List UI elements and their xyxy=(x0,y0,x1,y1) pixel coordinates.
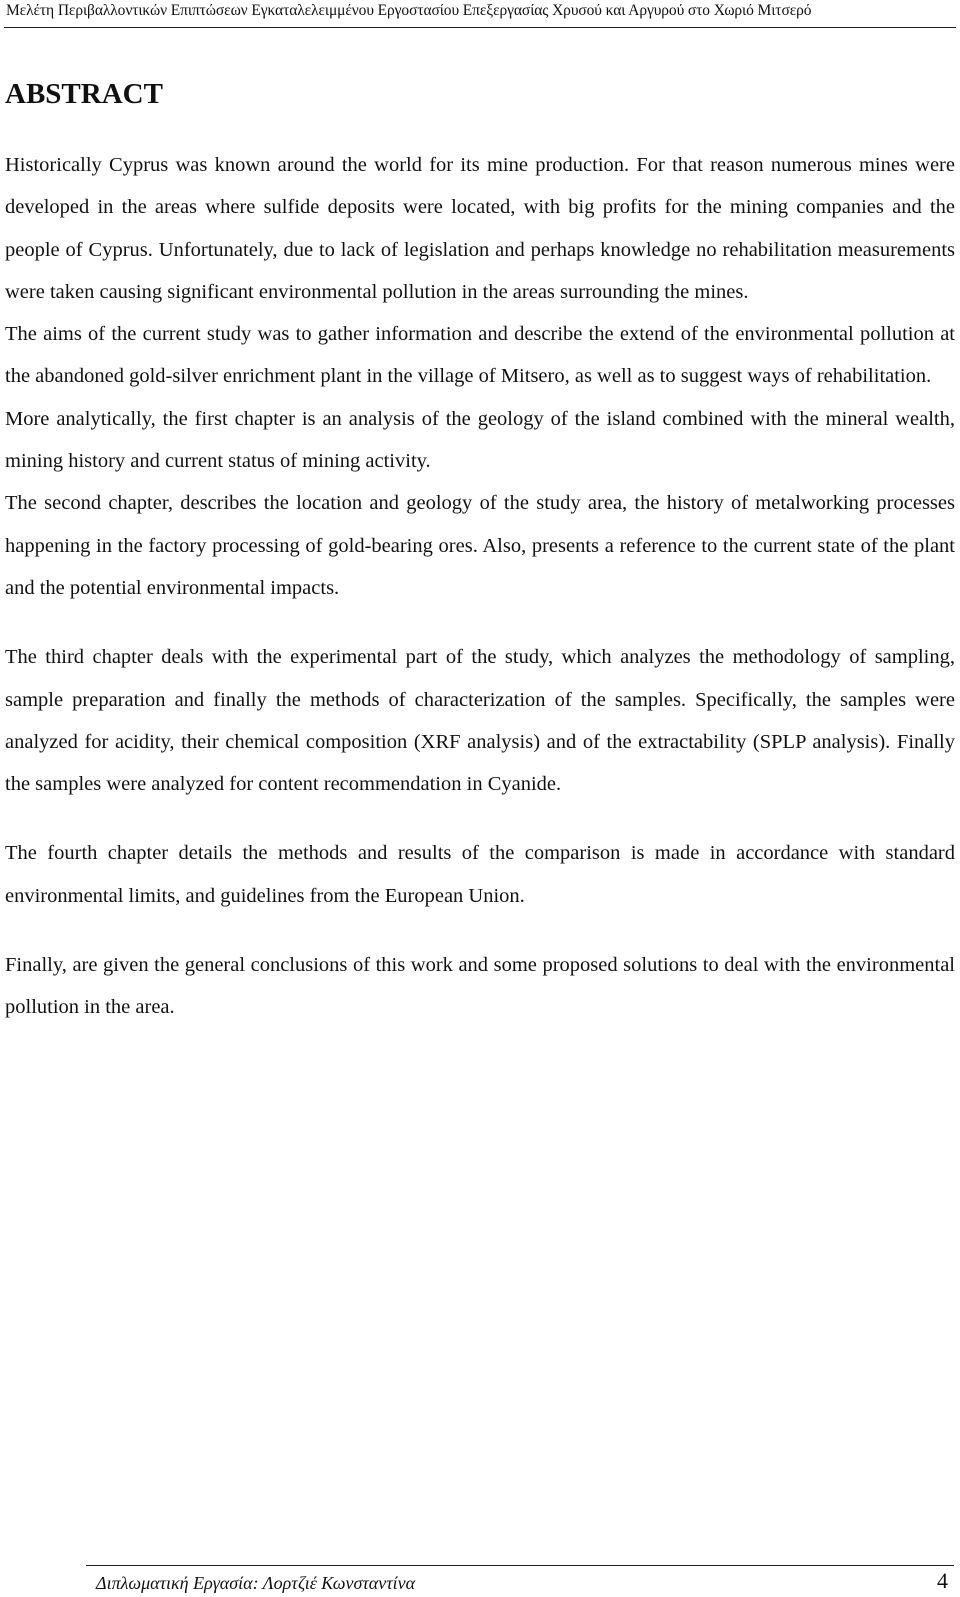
paragraph-aims: The aims of the current study was to gather information and describe the extend of the environmental pollution at the abandoned gold-silver enrichment plant in the village of Mitsero, as well as to suggest ways of rehabilitation. xyxy=(5,323,955,388)
abstract-body xyxy=(5,144,955,1029)
paragraph-intro: Historically Cyprus was known around the world for its mine production. For that reason numerous mines were developed in the areas where sulfide deposits were located, with big profits for the mining companies and the people of Cyprus. Unfortunately, due to lack of legislation and perhaps knowledge no rehabilitation measurements were taken causing significant environmental pollution in the areas surrounding the mines. xyxy=(5,154,955,303)
paragraph-chapter-four: The fourth chapter details the methods and results of the comparison is made in accordance with standard environmental limits, and guidelines from the European Union. xyxy=(5,842,955,907)
paragraph-gap xyxy=(5,609,955,636)
footer-author: Διπλωματική Εργασία: Λορτζιέ Κωνσταντίνα xyxy=(96,1573,416,1593)
paragraph-chapter-two: The second chapter, describes the location and geology of the study area, the history of metalworking processes happening in the factory processing of gold-bearing ores. Also, presents a reference to the current state of the plant and the potential environmental impacts. xyxy=(5,492,955,599)
header-divider xyxy=(4,27,956,28)
paragraph-chapter-one: More analytically, the first chapter is an analysis of the geology of the island combined with the mineral wealth, mining history and current status of mining activity. xyxy=(5,407,955,473)
abstract-heading: ABSTRACT xyxy=(5,78,163,110)
paragraph-gap xyxy=(5,917,955,944)
paragraph-conclusions: Finally, are given the general conclusions of this work and some proposed solutions to deal with the environmental pollution in the area. xyxy=(5,954,955,1019)
page-number: 4 xyxy=(937,1568,948,1593)
paragraph-gap xyxy=(5,805,955,832)
footer-divider xyxy=(86,1565,954,1566)
running-header: Μελέτη Περιβαλλοντικών Επιπτώσεων Εγκαταλελειμμένου Εργοστασίου Επεξεργασίας Χρυσού και Αργυρού στο Χωριό Μιτσερό xyxy=(6,2,812,19)
paragraph-chapter-three: The third chapter deals with the experimental part of the study, which analyzes the methodology of sampling, sample preparation and finally the methods of characterization of the samples. Specifically, the samples were analyzed for acidity, their chemical composition (XRF analysis) and of the extractability (SPLP analysis). Finally the samples were analyzed for content recommendation in Cyanide. xyxy=(5,646,955,796)
